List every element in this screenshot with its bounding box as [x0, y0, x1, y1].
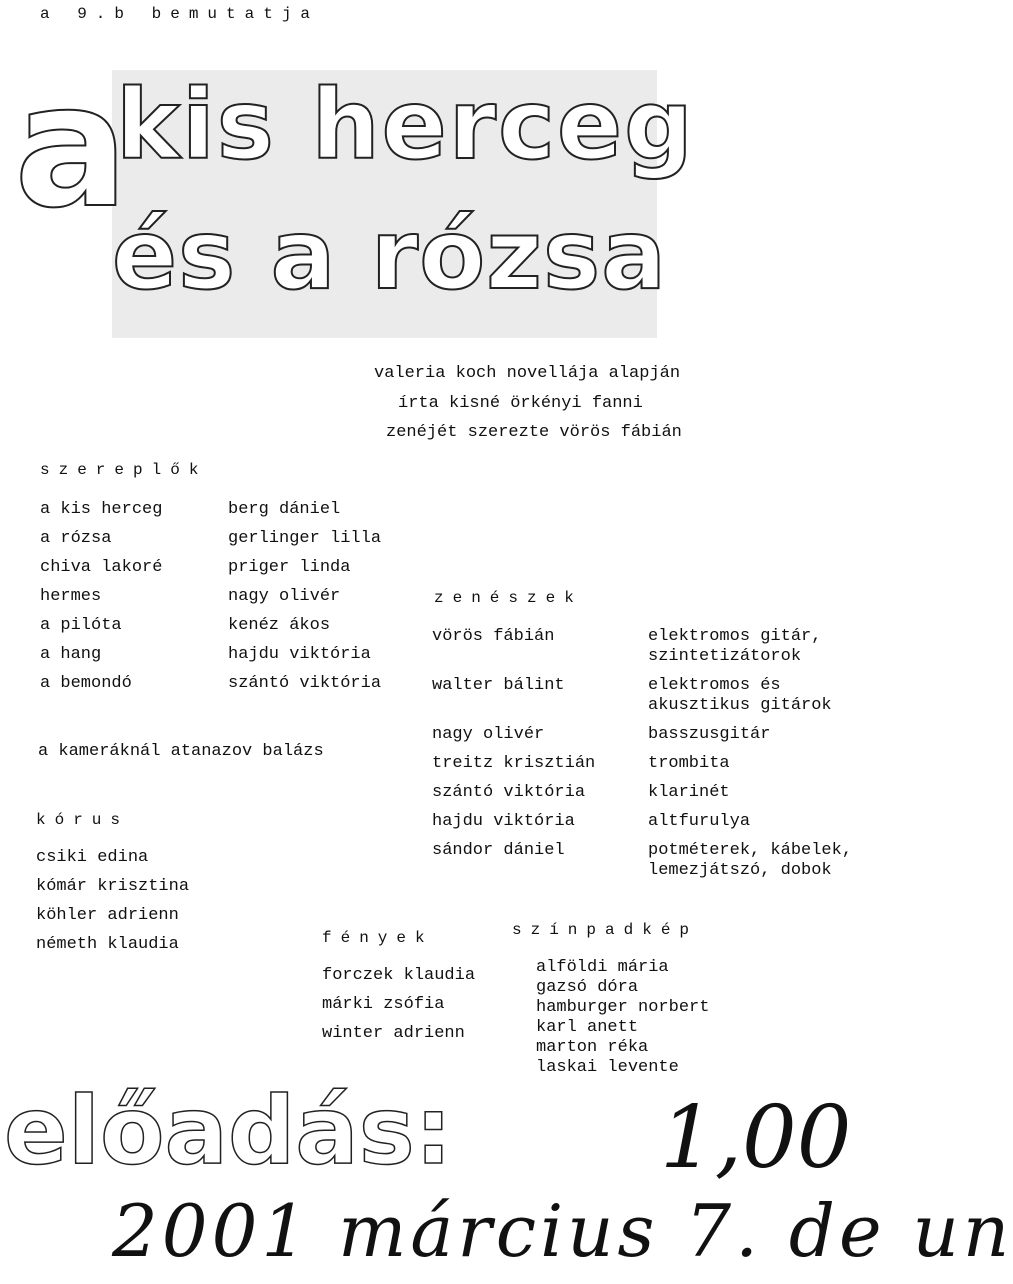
musician-name: hajdu viktória [432, 812, 575, 831]
stage-member: alföldi mária [536, 958, 669, 977]
musician-instrument: altfurulya [648, 812, 751, 831]
musician-name: sándor dániel [432, 841, 565, 860]
cast-role: a bemondó [40, 674, 132, 693]
musician-instrument: szintetizátorok [648, 647, 802, 666]
cast-role: a pilóta [40, 616, 122, 635]
cast-actor: nagy olivér [228, 587, 341, 606]
stage-list [536, 958, 709, 1078]
choir-list [36, 848, 189, 964]
presents-line: a 9.b bemutatja [40, 5, 320, 23]
lights-member: winter adrienn [322, 1024, 465, 1043]
cast-actor: priger linda [228, 558, 351, 577]
musician-instrument: basszusgitár [648, 725, 771, 744]
stage-heading: színpadkép [512, 921, 699, 939]
cast-role: a hang [40, 645, 102, 664]
cast-role: a kis herceg [40, 500, 163, 519]
musician-name: walter bálint [432, 676, 565, 695]
cast-actor: szántó viktória [228, 674, 382, 693]
lights-member: márki zsófia [322, 995, 445, 1014]
credit-novel: valeria koch novellája alapján [374, 364, 681, 383]
musicians-heading: zenészek [434, 589, 583, 607]
choir-heading: kórus [36, 811, 130, 829]
stage-member: karl anett [536, 1018, 639, 1037]
cast-role: hermes [40, 587, 102, 606]
cast-actor: kenéz ákos [228, 616, 331, 635]
cast-actor: hajdu viktória [228, 645, 371, 664]
choir-member: köhler adrienn [36, 906, 179, 925]
stage-member: gazsó dóra [536, 978, 639, 997]
musician-name: vörös fábián [432, 627, 555, 646]
musician-instrument: lemezjátszó, dobok [648, 861, 832, 880]
cast-actor: gerlinger lilla [228, 529, 382, 548]
musician-instrument: potméterek, kábelek, [648, 841, 853, 860]
stage-member: laskai levente [536, 1058, 679, 1077]
choir-member: németh klaudia [36, 935, 179, 954]
credit-composer: zenéjét szerezte vörös fábián [386, 423, 682, 442]
lights-heading: fények [322, 929, 434, 947]
performance-time: 1,00 [660, 1088, 852, 1188]
musician-instrument: trombita [648, 754, 730, 773]
lights-list [322, 966, 475, 1053]
title-line-1: kis herceg [116, 69, 695, 181]
cast-roles [40, 500, 162, 703]
cast-heading: szereplők [40, 461, 208, 479]
musician-name: nagy olivér [432, 725, 545, 744]
musician-name: szántó viktória [432, 783, 586, 802]
camera-credit: a kameráknál atanazov balázs [38, 742, 324, 761]
stage-member: hamburger norbert [536, 998, 710, 1017]
musician-instrument: akusztikus gitárok [648, 696, 832, 715]
stage-member: marton réka [536, 1038, 649, 1057]
musician-instrument: elektromos gitár, [648, 627, 822, 646]
choir-member: kómár krisztina [36, 877, 190, 896]
title-line-2: és a rózsa [112, 199, 667, 311]
cast-role: a rózsa [40, 529, 112, 548]
musician-instrument: klarinét [648, 783, 730, 802]
performance-date: 2001 március 7. de un [112, 1189, 1013, 1273]
choir-member: csiki edina [36, 848, 149, 867]
musician-name: treitz krisztián [432, 754, 596, 773]
credit-writer: írta kisné örkényi fanni [398, 394, 643, 413]
cast-role: chiva lakoré [40, 558, 163, 577]
musician-instrument: elektromos és [648, 676, 781, 695]
performance-label: előadás: [4, 1077, 453, 1186]
title-letter-a: a [14, 48, 129, 246]
cast-actors [228, 500, 381, 703]
cast-actor: berg dániel [228, 500, 341, 519]
lights-member: forczek klaudia [322, 966, 476, 985]
